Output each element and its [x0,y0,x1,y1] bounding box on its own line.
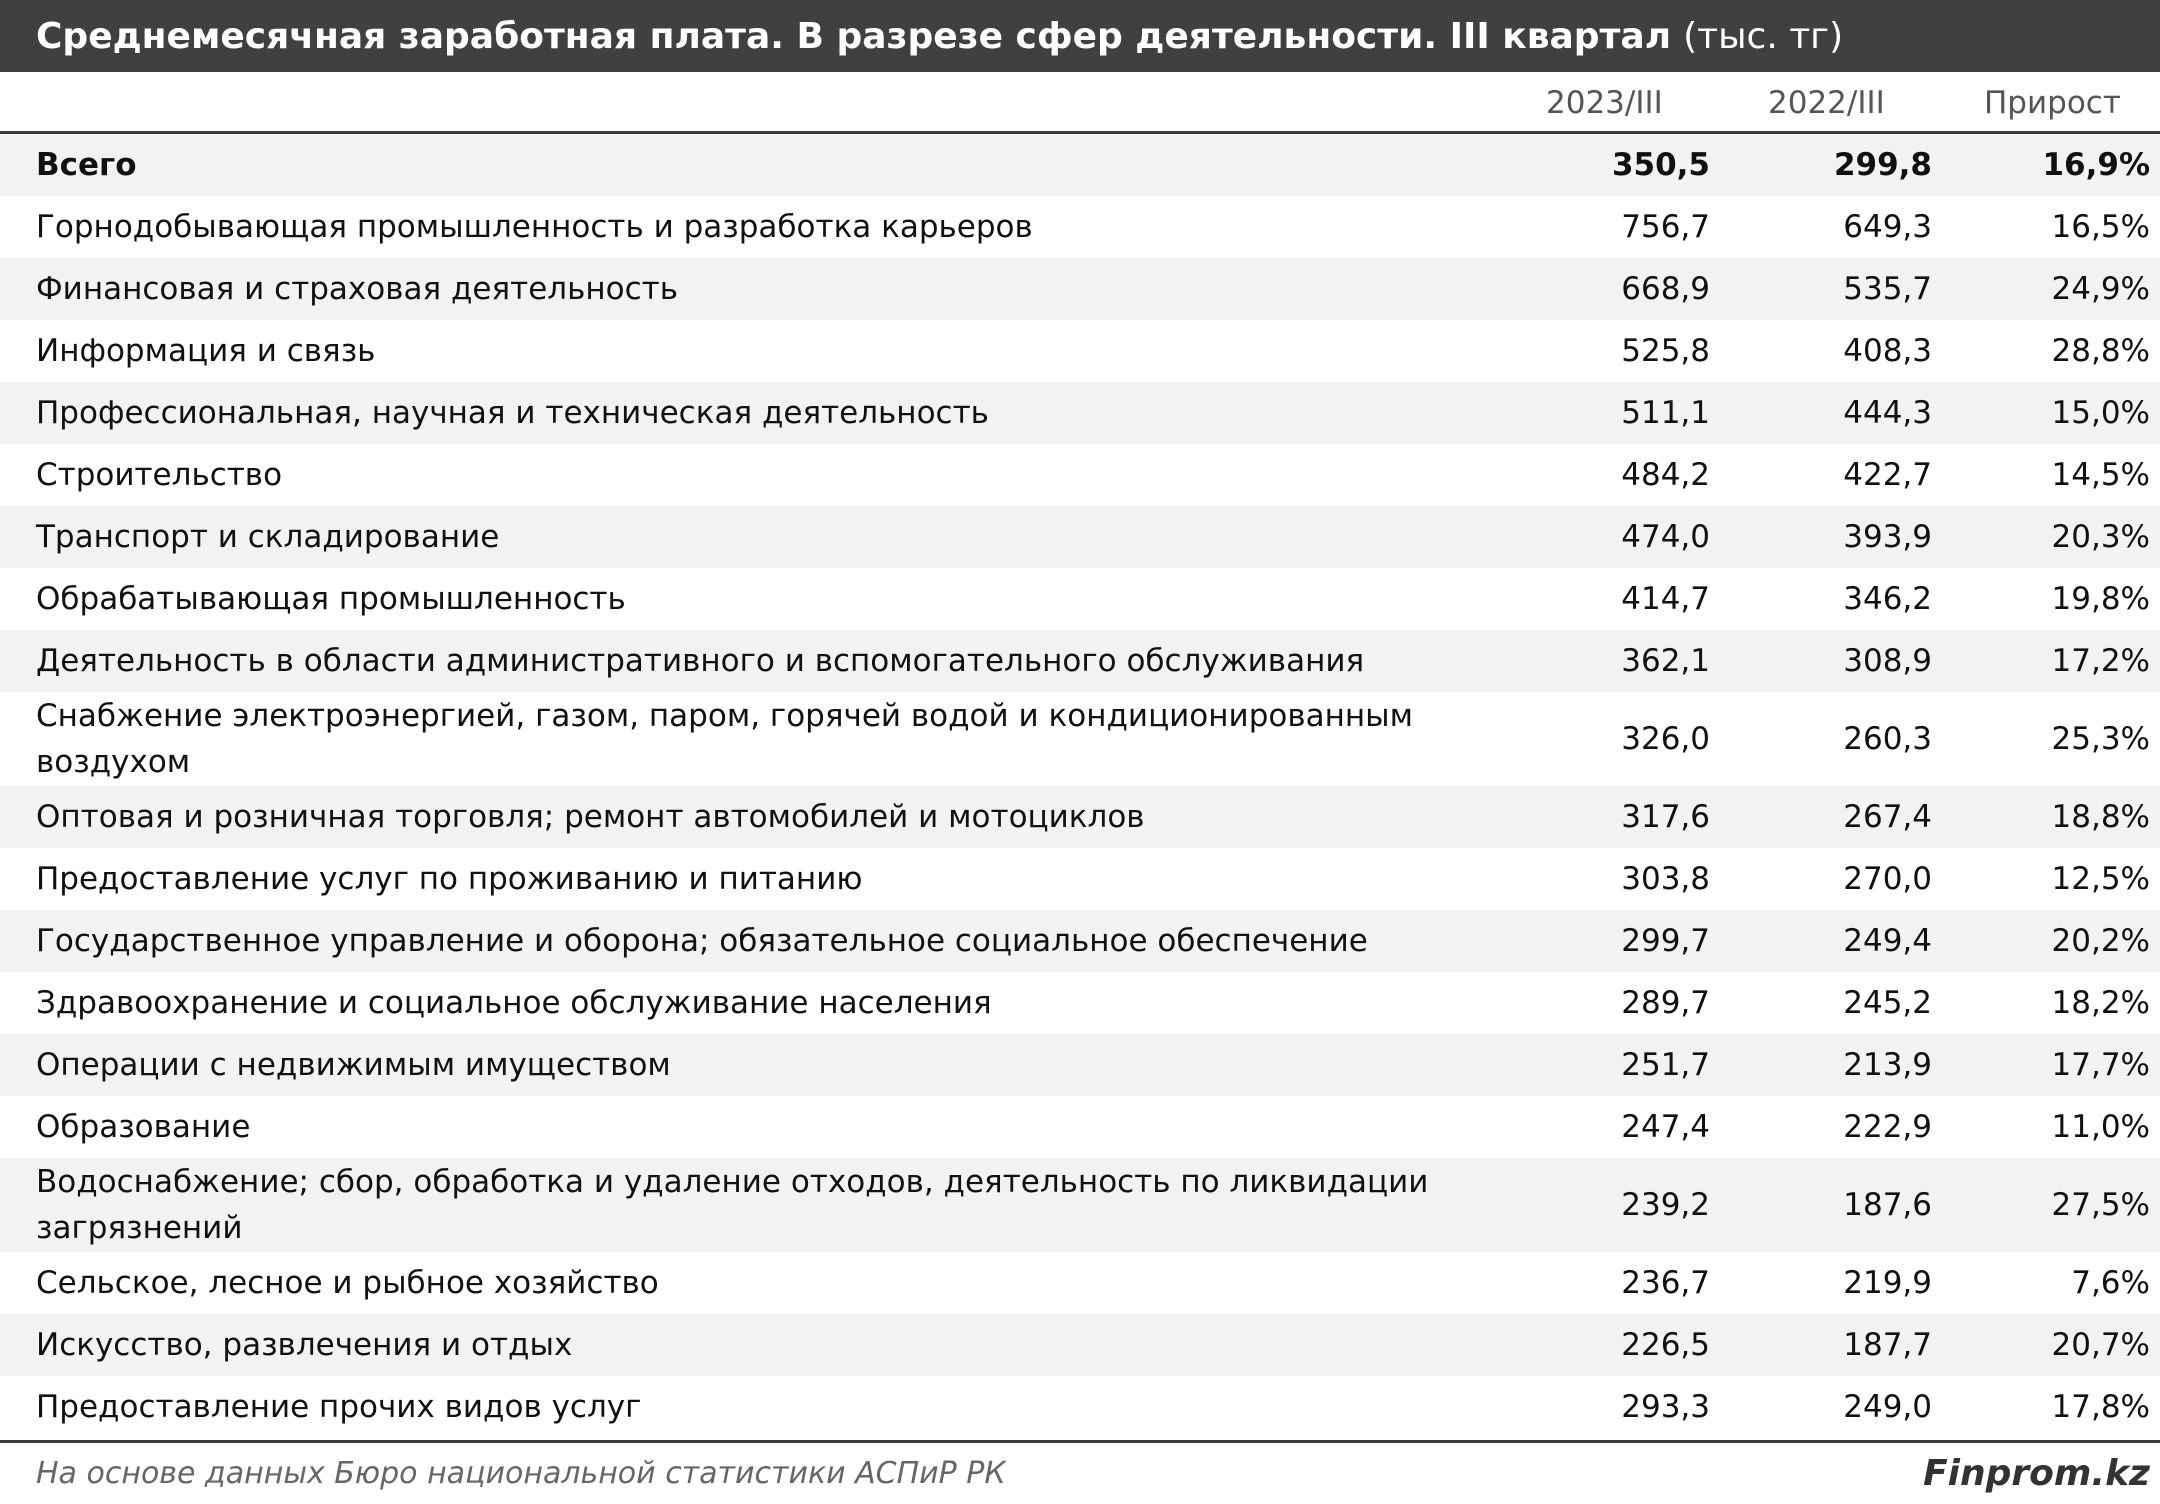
growth-value: 28,8% [2051,333,2150,369]
value-2022: 444,3 [1843,395,1932,431]
value-2023: 239,2 [1621,1187,1710,1223]
unit-label: (тыс. тг) [1683,15,1844,57]
value-2023: 525,8 [1621,333,1710,369]
table-row [0,972,2160,1034]
row-label: Водоснабжение; сбор, обработка и удаление отходов, деятельность по ликвидации загрязнений [36,1164,1429,1246]
source-note: На основе данных Бюро национальной статистики АСПиР РК [36,1456,1006,1491]
growth-value: 18,8% [2051,799,2150,835]
growth-value: 20,2% [2051,923,2150,959]
growth-value: 16,9% [2042,147,2150,183]
table-row [0,382,2160,444]
value-2023: 484,2 [1621,457,1710,493]
growth-value: 7,6% [2071,1265,2150,1301]
brand-logo-text: Finprom.kz [1923,1453,2150,1494]
value-2022: 245,2 [1843,985,1932,1021]
row-label: Искусство, развлечения и отдых [36,1327,573,1363]
value-2022: 393,9 [1843,519,1932,555]
value-2023: 236,7 [1621,1265,1710,1301]
value-2023: 474,0 [1621,519,1710,555]
growth-value: 14,5% [2051,457,2150,493]
table-row [0,320,2160,382]
table-row [0,444,2160,506]
value-2023: 414,7 [1621,581,1710,617]
table-body [0,134,2160,1438]
value-2022: 299,8 [1833,147,1932,183]
column-header-2023: 2023/III [1546,85,1663,121]
value-2023: 350,5 [1611,147,1710,183]
growth-value: 20,7% [2051,1327,2150,1363]
value-2022: 408,3 [1843,333,1932,369]
value-2022: 270,0 [1843,861,1932,897]
value-2022: 308,9 [1843,643,1932,679]
growth-value: 15,0% [2051,395,2150,431]
page-title: Среднемесячная заработная плата. В разрезе сфер деятельности. III квартал [36,15,1672,57]
table-row [0,196,2160,258]
value-2023: 293,3 [1621,1389,1710,1425]
row-label: Деятельность в области административного и вспомогательного обслуживания [36,643,1365,679]
value-2022: 249,4 [1843,923,1932,959]
value-2023: 326,0 [1621,721,1710,757]
value-2022: 422,7 [1843,457,1932,493]
growth-value: 19,8% [2051,581,2150,617]
table-footer [0,1440,2160,1504]
value-2023: 226,5 [1621,1327,1710,1363]
value-2023: 668,9 [1621,271,1710,307]
row-label: Транспорт и складирование [36,519,500,555]
growth-value: 27,5% [2051,1187,2150,1223]
growth-value: 11,0% [2051,1109,2150,1145]
table-row [0,1096,2160,1158]
table-row [0,506,2160,568]
row-label: Строительство [36,457,283,493]
table-row [0,1314,2160,1376]
growth-value: 17,7% [2051,1047,2150,1083]
value-2022: 219,9 [1843,1265,1932,1301]
value-2022: 249,0 [1843,1389,1932,1425]
table-header [0,72,2160,134]
value-2023: 299,7 [1621,923,1710,959]
column-header-growth: Прирост [1984,85,2121,121]
growth-value: 17,2% [2051,643,2150,679]
value-2023: 511,1 [1621,395,1710,431]
value-2023: 362,1 [1621,643,1710,679]
row-label: Образование [36,1109,251,1145]
growth-value: 25,3% [2051,721,2150,757]
value-2023: 251,7 [1621,1047,1710,1083]
growth-value: 20,3% [2051,519,2150,555]
table-row [0,786,2160,848]
value-2022: 187,7 [1843,1327,1932,1363]
row-label: Информация и связь [36,333,376,369]
value-2022: 649,3 [1843,209,1932,245]
table-row [0,134,2160,196]
row-label: Операции с недвижимым имуществом [36,1047,671,1083]
value-2022: 267,4 [1843,799,1932,835]
value-2023: 317,6 [1621,799,1710,835]
value-2022: 187,6 [1843,1187,1932,1223]
value-2022: 535,7 [1843,271,1932,307]
growth-value: 16,5% [2051,209,2150,245]
row-label: Горнодобывающая промышленность и разработка карьеров [36,209,1033,245]
value-2023: 756,7 [1621,209,1710,245]
table-row [0,1158,2160,1252]
row-label: Предоставление услуг по проживанию и питанию [36,861,863,897]
row-label: Всего [36,147,137,183]
growth-value: 12,5% [2051,861,2150,897]
row-label: Обрабатывающая промышленность [36,581,626,617]
table-row [0,1252,2160,1314]
row-label: Здравоохранение и социальное обслуживание населения [36,985,992,1021]
value-2023: 303,8 [1621,861,1710,897]
row-label: Предоставление прочих видов услуг [36,1389,642,1425]
growth-value: 18,2% [2051,985,2150,1021]
table-row [0,568,2160,630]
table-row [0,692,2160,786]
value-2022: 260,3 [1843,721,1932,757]
column-header-2022: 2022/III [1768,85,1885,121]
row-label: Государственное управление и оборона; обязательное социальное обеспечение [36,923,1368,959]
row-label: Профессиональная, научная и техническая деятельность [36,395,989,431]
row-label: Оптовая и розничная торговля; ремонт автомобилей и мотоциклов [36,799,1145,835]
value-2022: 213,9 [1843,1047,1932,1083]
growth-value: 24,9% [2051,271,2150,307]
table-row [0,1376,2160,1438]
table-row [0,1034,2160,1096]
table-row [0,258,2160,320]
value-2023: 247,4 [1621,1109,1710,1145]
table-row [0,630,2160,692]
growth-value: 17,8% [2051,1389,2150,1425]
value-2022: 222,9 [1843,1109,1932,1145]
table-row [0,848,2160,910]
value-2023: 289,7 [1621,985,1710,1021]
row-label: Снабжение электроэнергией, газом, паром, горячей водой и кондиционированным воздухом [36,698,1414,780]
row-label: Сельское, лесное и рыбное хозяйство [36,1265,659,1301]
row-label: Финансовая и страховая деятельность [36,271,678,307]
value-2022: 346,2 [1843,581,1932,617]
title-bar [0,0,2160,72]
table-row [0,910,2160,972]
